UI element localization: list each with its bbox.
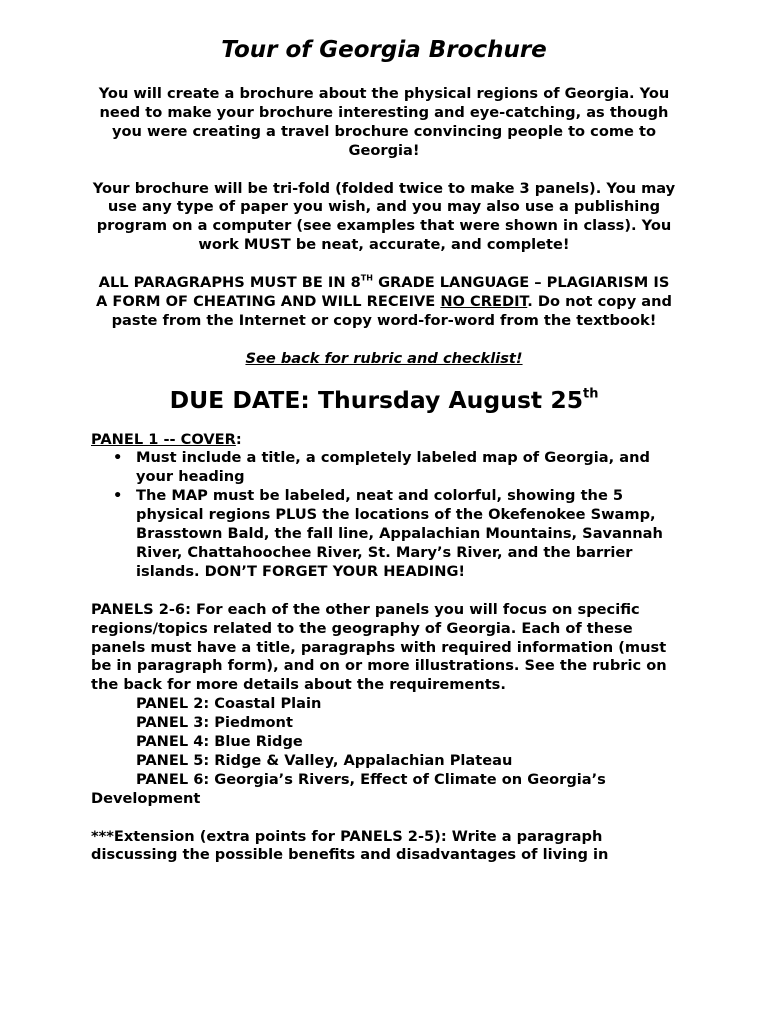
list-item-text: The MAP must be labeled, neat and colorful, showing the 5 physical regions PLUS the locations of the Okefenokee Swamp, Brasstown Bald, the fall line, Appalachian Mountains, Savannah River, Chattahoochee River, St. Mary’s River, and the barrier islands. DON’T FORGET YOUR HEADING! <box>136 487 663 580</box>
language-rule-paragraph <box>91 274 677 331</box>
panels-intro-paragraph: PANELS 2-6: For each of the other panels you will focus on specific regions/topics related to the geography of Georgia. Each of these panels must have a title, paragraphs with required information (must be in paragraph form), and on or more illustrations. See the rubric on the back for more details about the requirements. <box>91 600 667 694</box>
language-rule-part3: . Do not copy and paste from the Internet or copy word-for-word from the textbook! <box>111 292 672 329</box>
document-title: Tour of Georgia Brochure <box>221 37 547 63</box>
document-page <box>91 34 677 865</box>
due-date-text: DUE DATE: Thursday August 25 <box>169 385 584 414</box>
list-item <box>91 487 677 582</box>
panel1-heading <box>91 431 677 450</box>
bullet-icon: • <box>113 487 123 505</box>
panel-item: PANEL 4: Blue Ridge <box>136 733 303 751</box>
extension-paragraph: ***Extension (extra points for PANELS 2-5): Write a paragraph discussing the possible benefits and disadvantages of living in <box>91 827 609 864</box>
intro-paragraph-1: You will create a brochure about the physical regions of Georgia. You need to make your brochure interesting and eye-catching, as though you were creating a travel brochure convincing people to come to Georgia! <box>98 85 670 159</box>
back-note <box>91 350 677 369</box>
panel1-heading-suffix: : <box>235 430 242 448</box>
panel-item: PANEL 2: Coastal Plain <box>136 695 322 713</box>
panel-item: PANEL 5: Ridge & Valley, Appalachian Plateau <box>136 751 513 769</box>
list-item <box>91 449 677 487</box>
due-date-superscript: th <box>583 386 599 402</box>
grade-superscript: TH <box>360 273 373 283</box>
no-credit-text: NO CREDIT <box>440 292 528 310</box>
panel1-heading-text: PANEL 1 -- COVER <box>91 430 236 448</box>
language-rule-part1: ALL PARAGRAPHS MUST BE IN 8 <box>98 274 361 292</box>
panel1-requirements-list <box>91 449 677 581</box>
bullet-icon: • <box>113 449 123 467</box>
panel-item: PANEL 3: Piedmont <box>136 714 293 732</box>
list-item-text: Must include a title, a completely labeled map of Georgia, and your heading <box>136 449 650 486</box>
due-date-heading <box>91 385 677 415</box>
language-rule-part2: GRADE LANGUAGE – PLAGIARISM IS A FORM OF CHEATING AND WILL RECEIVE <box>96 274 670 310</box>
intro-paragraph-2: Your brochure will be tri-fold (folded twice to make 3 panels). You may use any type of paper you wish, and you may also use a publishing program on a computer (see examples that were shown in class). You work MUST be neat, accurate, and complete! <box>92 179 676 254</box>
back-note-text: See back for rubric and checklist! <box>245 349 523 367</box>
panel-item: PANEL 6: Georgia’s Rivers, Effect of Climate on Georgia’s Development <box>91 770 606 807</box>
